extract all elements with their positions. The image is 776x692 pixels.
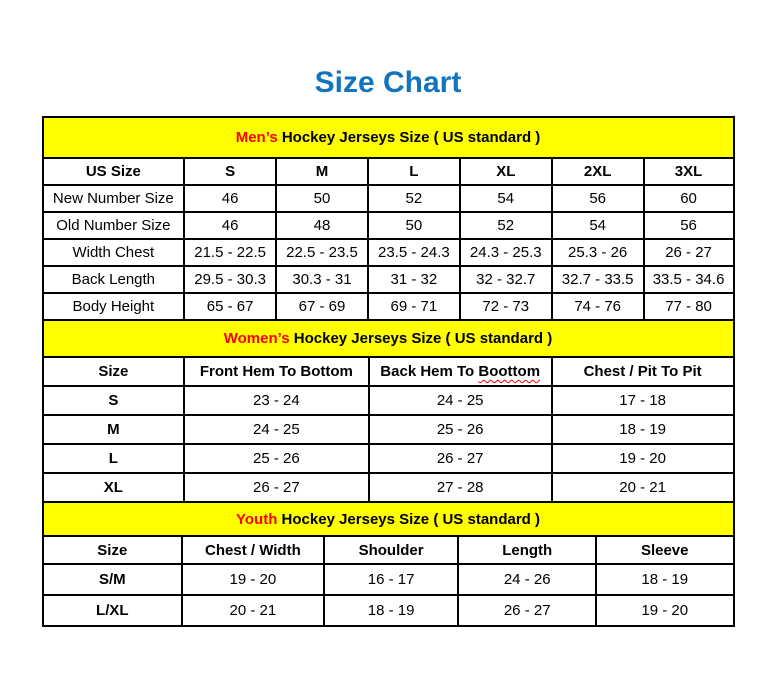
data-cell: 23.5 - 24.3 <box>368 239 460 266</box>
data-cell: 26 - 27 <box>644 239 734 266</box>
data-cell: 77 - 80 <box>644 293 734 320</box>
header-cell: Length <box>458 536 596 564</box>
section-heading-womens <box>43 320 734 357</box>
header-row <box>43 357 734 386</box>
table-row <box>43 386 734 415</box>
data-cell: 31 - 32 <box>368 266 460 293</box>
data-cell: 29.5 - 30.3 <box>184 266 276 293</box>
section-heading-accent: Women’s <box>223 330 290 347</box>
row-label: L/XL <box>43 595 183 626</box>
section-heading-text: Hockey Jerseys Size ( US standard ) <box>277 129 541 146</box>
data-cell: 23 - 24 <box>184 386 368 415</box>
section-heading-accent: Men’s <box>235 129 278 146</box>
row-label: XL <box>43 473 185 502</box>
data-cell: 48 <box>276 212 368 239</box>
data-cell: 26 - 27 <box>369 444 552 473</box>
data-cell: 67 - 69 <box>276 293 368 320</box>
data-cell: 18 - 19 <box>552 415 734 444</box>
header-cell: Size <box>43 536 183 564</box>
header-cell: Chest / Width <box>182 536 324 564</box>
row-label: Body Height <box>43 293 185 320</box>
data-cell: 50 <box>368 212 460 239</box>
data-cell: 30.3 - 31 <box>276 266 368 293</box>
data-cell: 69 - 71 <box>368 293 460 320</box>
section-heading-text: Hockey Jerseys Size ( US standard ) <box>289 330 553 347</box>
data-cell: 56 <box>552 185 644 212</box>
row-label: New Number Size <box>43 185 185 212</box>
size-chart <box>42 116 735 627</box>
table-row <box>43 444 734 473</box>
table-row <box>43 239 734 266</box>
data-cell: 46 <box>184 185 276 212</box>
data-cell: 32.7 - 33.5 <box>552 266 644 293</box>
table-mens <box>42 116 735 321</box>
row-label: S <box>43 386 185 415</box>
data-cell: 50 <box>276 185 368 212</box>
data-cell: 27 - 28 <box>369 473 552 502</box>
row-label: M <box>43 415 185 444</box>
data-cell: 26 - 27 <box>184 473 368 502</box>
header-cell: Chest / Pit To Pit <box>552 357 734 386</box>
data-cell: 19 - 20 <box>182 564 324 595</box>
data-cell: 56 <box>644 212 734 239</box>
data-cell: 20 - 21 <box>182 595 324 626</box>
header-cell-text: Back Hem To <box>380 363 479 380</box>
section-heading-youth <box>43 502 734 536</box>
row-label: Old Number Size <box>43 212 185 239</box>
data-cell: 21.5 - 22.5 <box>184 239 276 266</box>
data-cell: 33.5 - 34.6 <box>644 266 734 293</box>
data-cell: 19 - 20 <box>596 595 734 626</box>
data-cell: 24 - 26 <box>458 564 596 595</box>
row-label: L <box>43 444 185 473</box>
header-cell: Sleeve <box>596 536 734 564</box>
header-row <box>43 158 734 185</box>
table-row <box>43 473 734 502</box>
header-cell: Shoulder <box>324 536 459 564</box>
section-heading-accent: Youth <box>236 510 278 528</box>
data-cell: 46 <box>184 212 276 239</box>
data-cell: 65 - 67 <box>184 293 276 320</box>
table-row <box>43 415 734 444</box>
header-cell: 2XL <box>552 158 644 185</box>
data-cell: 25 - 26 <box>369 415 552 444</box>
table-youth <box>42 501 735 627</box>
table-womens <box>42 319 735 503</box>
page-title: Size Chart <box>314 66 462 99</box>
data-cell: 25 - 26 <box>184 444 368 473</box>
table-row <box>43 293 734 320</box>
data-cell: 22.5 - 23.5 <box>276 239 368 266</box>
data-cell: 20 - 21 <box>552 473 734 502</box>
table-row <box>43 564 734 595</box>
row-label: S/M <box>43 564 183 595</box>
data-cell: 74 - 76 <box>552 293 644 320</box>
data-cell: 16 - 17 <box>324 564 459 595</box>
header-cell: L <box>368 158 460 185</box>
data-cell: 24 - 25 <box>369 386 552 415</box>
data-cell: 17 - 18 <box>552 386 734 415</box>
header-cell: XL <box>460 158 552 185</box>
data-cell: 19 - 20 <box>552 444 734 473</box>
header-row <box>43 536 734 564</box>
header-cell <box>369 357 552 386</box>
data-cell: 60 <box>644 185 734 212</box>
data-cell: 26 - 27 <box>458 595 596 626</box>
header-cell: M <box>276 158 368 185</box>
data-cell: 52 <box>460 212 552 239</box>
header-cell: 3XL <box>644 158 734 185</box>
data-cell: 18 - 19 <box>324 595 459 626</box>
table-row <box>43 185 734 212</box>
header-cell: S <box>184 158 276 185</box>
data-cell: 72 - 73 <box>460 293 552 320</box>
data-cell: 18 - 19 <box>596 564 734 595</box>
header-cell: Size <box>43 357 185 386</box>
row-label: Width Chest <box>43 239 185 266</box>
table-row <box>43 595 734 626</box>
header-cell: US Size <box>43 158 185 185</box>
row-label: Back Length <box>43 266 185 293</box>
section-heading-text: Hockey Jerseys Size ( US standard ) <box>277 510 540 528</box>
misspelled-word: Boottom <box>478 363 541 380</box>
table-row <box>43 266 734 293</box>
header-cell: Front Hem To Bottom <box>184 357 368 386</box>
table-row <box>43 212 734 239</box>
data-cell: 24.3 - 25.3 <box>460 239 552 266</box>
data-cell: 24 - 25 <box>184 415 368 444</box>
data-cell: 54 <box>460 185 552 212</box>
data-cell: 32 - 32.7 <box>460 266 552 293</box>
data-cell: 54 <box>552 212 644 239</box>
data-cell: 52 <box>368 185 460 212</box>
data-cell: 25.3 - 26 <box>552 239 644 266</box>
section-heading-mens <box>43 117 734 158</box>
